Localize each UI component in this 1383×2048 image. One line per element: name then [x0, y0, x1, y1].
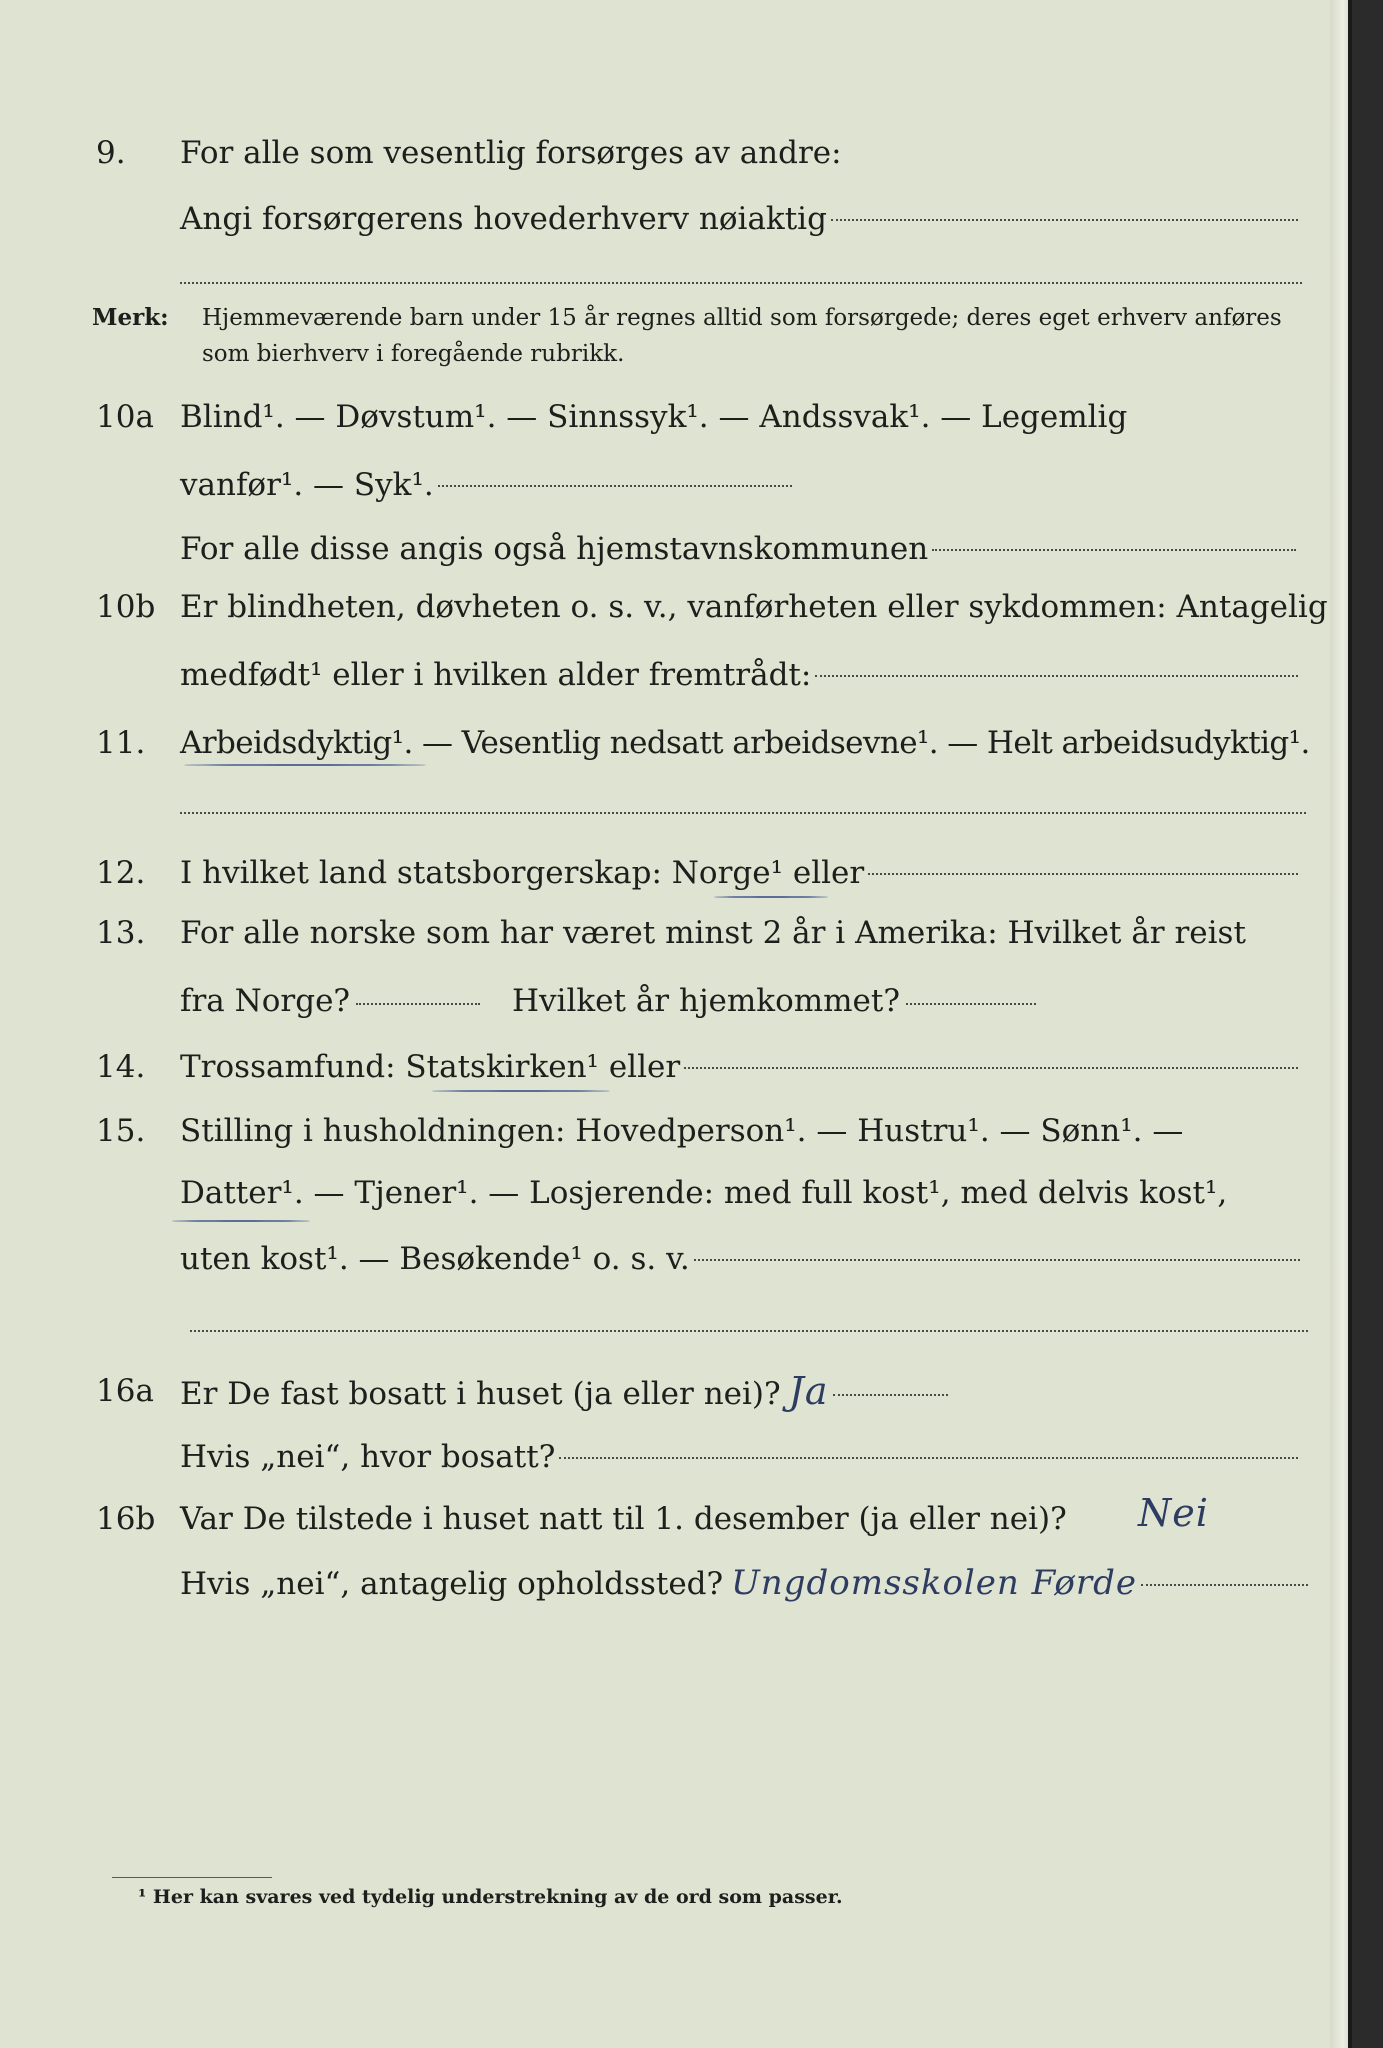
q10a-line-2: vanfør¹. — Syk¹. — [180, 467, 434, 503]
q10a-fill-line-2[interactable] — [180, 460, 792, 510]
q14-fill-line[interactable] — [180, 1042, 1298, 1092]
q16b-row-1 — [0, 1491, 1320, 1544]
q10b-row-1 — [0, 582, 1328, 632]
q15-extra-answer-line[interactable] — [190, 1330, 1308, 1332]
q14-row-1 — [0, 1042, 1320, 1092]
q16a-row-1 — [0, 1366, 1320, 1416]
q16a-line-1: Er De fast bosatt i huset (ja eller nei)? — [180, 1376, 781, 1412]
q12-fill-line[interactable] — [180, 848, 1298, 898]
q14-answer-field[interactable] — [684, 1067, 1298, 1069]
q10b-row-2 — [0, 650, 1320, 700]
q13-line-2b: Hvilket år hjemkommet? — [512, 983, 900, 1019]
q14-line-1: Trossamfund: Statskirken¹ eller — [180, 1049, 681, 1085]
q10a-fill-line-3[interactable] — [180, 524, 1296, 574]
q13-row-1 — [0, 908, 1320, 958]
q10b-fill-line[interactable] — [180, 650, 1298, 700]
q13-number: 13. — [96, 915, 146, 951]
q16b-number: 16b — [96, 1501, 156, 1537]
q12-line-1: I hvilket land statsborgerskap: Norge¹ eller — [180, 855, 865, 891]
q10a-row-2 — [0, 460, 1320, 510]
q15-fill-line[interactable] — [180, 1234, 1300, 1284]
q12-handwritten-underline — [714, 896, 828, 898]
q9-row-1 — [0, 128, 1320, 178]
q16b-fill-line-2[interactable] — [180, 1558, 1308, 1609]
q10a-answer-field-2[interactable] — [932, 549, 1296, 551]
q11-answer-line[interactable] — [180, 812, 1306, 814]
q14-handwritten-underline — [432, 1090, 610, 1092]
q16b-row-2 — [0, 1558, 1320, 1608]
q11-line-1: Arbeidsdyktig¹. — Vesentlig nedsatt arbeidsevne¹. — Helt arbeidsudyktig¹. — [180, 725, 1310, 761]
q9-row-2 — [0, 194, 1320, 244]
q10b-number: 10b — [96, 589, 156, 625]
q15-row-3 — [0, 1234, 1320, 1284]
q15-handwritten-underline — [172, 1220, 310, 1222]
q15-answer-field[interactable] — [694, 1259, 1300, 1261]
q15-line-3: uten kost¹. — Besøkende¹ o. s. v. — [180, 1241, 690, 1277]
q16a-answer-field-1[interactable] — [833, 1394, 948, 1396]
q11-handwritten-underline — [184, 764, 426, 766]
q10a-row-1 — [0, 392, 1320, 442]
q13-answer-field-2[interactable] — [906, 1003, 1036, 1005]
q9-line-2: Angi forsørgerens hovederhverv nøiaktig — [180, 201, 827, 237]
q10a-number: 10a — [96, 399, 154, 435]
q16a-fill-line-2[interactable] — [180, 1432, 1298, 1482]
q16b-line-1: Var De tilstede i huset natt til 1. desember (ja eller nei)? — [180, 1501, 1067, 1537]
q10b-answer-field[interactable] — [815, 675, 1298, 677]
q9-line-1: For alle som vesentlig forsørges av andre: — [180, 135, 842, 171]
page-border — [1348, 0, 1352, 2048]
q15-row-2 — [0, 1168, 1320, 1218]
q14-number: 14. — [96, 1049, 146, 1085]
q10b-line-1: Er blindheten, døvheten o. s. v., vanførheten eller sykdommen: Antagelig — [180, 589, 1328, 625]
q16a-fill-line-1[interactable] — [180, 1366, 948, 1419]
q15-row-1 — [0, 1106, 1320, 1156]
q13-line-2a: fra Norge? — [180, 983, 351, 1019]
q9-fill-line[interactable] — [180, 194, 1298, 244]
q10a-answer-field-1[interactable] — [438, 485, 792, 487]
q9-number: 9. — [96, 135, 126, 171]
q11-number: 11. — [96, 725, 146, 761]
q15-line-1: Stilling i husholdningen: Hovedperson¹. — Hustru¹. — Sønn¹. — — [180, 1113, 1184, 1149]
q10a-line-1: Blind¹. — Døvstum¹. — Sinnssyk¹. — Andssvak¹. — Legemlig — [180, 399, 1128, 435]
q16a-number: 16a — [96, 1373, 154, 1409]
q10a-row-3 — [0, 524, 1320, 574]
q16b-answer-field-2[interactable] — [1141, 1584, 1308, 1586]
footnote-separator — [112, 1877, 272, 1878]
q15-line-2: Datter¹. — Tjener¹. — Losjerende: med full kost¹, med delvis kost¹, — [180, 1175, 1228, 1211]
q9-extra-answer-line[interactable] — [180, 282, 1302, 284]
merk-text: Hjemmeværende barn under 15 år regnes alltid som forsørgede; deres eget erhverv anføres som bierhverv i foregående rubrikk. — [202, 305, 1282, 367]
q12-number: 12. — [96, 855, 146, 891]
q10a-line-3: For alle disse angis også hjemstavnskommunen — [180, 531, 929, 567]
q16a-line-2: Hvis „nei“, hvor bosatt? — [180, 1439, 556, 1475]
q16b-handwritten-answer-2: Ungdomsskolen Førde — [731, 1563, 1137, 1603]
q10b-line-2: medfødt¹ eller i hvilken alder fremtrådt: — [180, 657, 812, 693]
q13-answer-field-1[interactable] — [356, 1003, 480, 1005]
q15-number: 15. — [96, 1113, 146, 1149]
q13-line-1: For alle norske som har været minst 2 år i Amerika: Hvilket år reist — [180, 915, 1246, 951]
merk-label: Merk: — [92, 304, 169, 331]
q13-row-2 — [0, 976, 1320, 1026]
q16a-row-2 — [0, 1432, 1320, 1482]
q16b-handwritten-answer-1: Nei — [1138, 1491, 1209, 1535]
q12-row-1 — [0, 848, 1320, 898]
q12-answer-field[interactable] — [868, 873, 1298, 875]
q16a-handwritten-answer: Ja — [788, 1369, 829, 1413]
q16a-answer-field-2[interactable] — [559, 1457, 1298, 1459]
q11-row-1 — [0, 718, 1320, 768]
q9-answer-field[interactable] — [831, 219, 1298, 221]
q16b-line-2: Hvis „nei“, antagelig opholdssted? — [180, 1566, 724, 1602]
footnote-text: ¹ Her kan svares ved tydelig understrekning av de ord som passer. — [138, 1886, 843, 1908]
